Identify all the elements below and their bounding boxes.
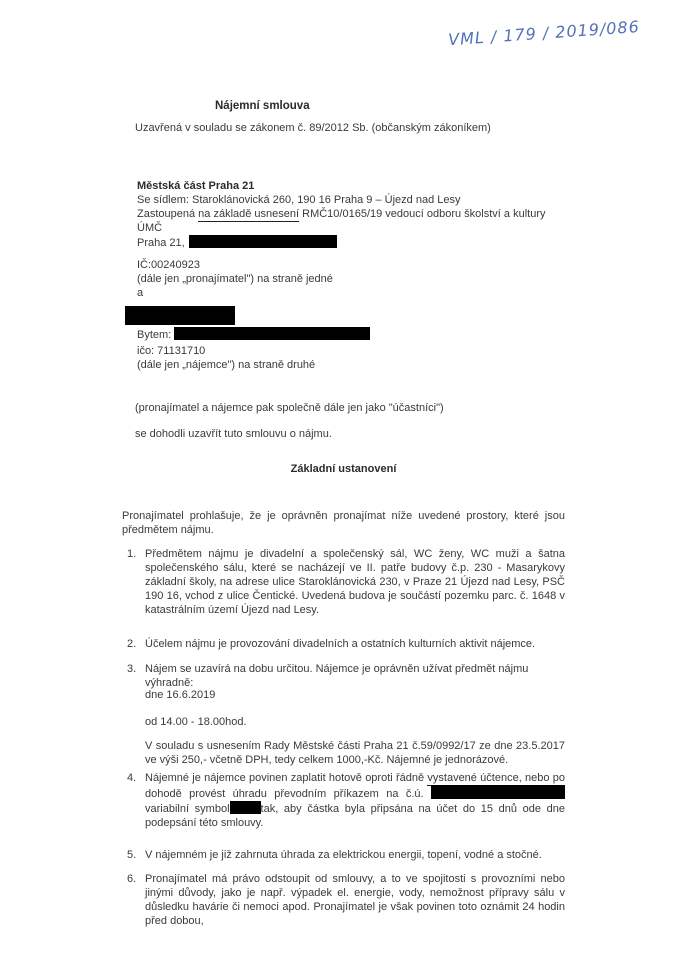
contract-title: Nájemní smlouva [215, 100, 310, 112]
parties-line: (pronajímatel a nájemce pak společně dále jen jako "účastníci") [135, 402, 444, 414]
landlord-represented-line2 [137, 235, 569, 250]
clause-3-price: V souladu s usnesením Rady Městské části Praha 21 č.59/0992/17 ze dne 23.5.2017 ve výši 250,- včetně DPH, tedy celkem 1000,-Kč. Nájemné je jednorázové. [145, 740, 565, 766]
clause-4-seg3: dohodě provést úhradu převodním příkazem na č.ú. [145, 788, 431, 800]
clause-1-text: Předmětem nájmu je divadelní a společenský sál, WC ženy, WC muži a šatna společenského sálu, které se nacházejí ve II. patře budovy č.p. 230 - Masarykovy základní školy, na adrese ulice Staroklánovická 230, v Praze 21 Újezd nad Lesy, PSČ 190 16, vchod z ulice Čentické. Uvedená budova je součástí pozemku parc. č. 1648 v katastrálním území Újezd nad Lesy. [145, 548, 565, 616]
clause-2 [122, 637, 565, 651]
contract-subtitle: Uzavřená v souladu se zákonem č. 89/2012 Sb. (občanským zákoníkem) [135, 122, 491, 134]
represented-seg3: RMČ10/0165/19 vedoucí odboru školství a kultury ÚMČ [137, 208, 546, 234]
represented-seg1: Zastoupená [137, 208, 199, 220]
clause-6 [122, 872, 565, 928]
conjunction-a: a [137, 287, 144, 299]
tenant-block [137, 327, 569, 372]
section-heading: Základní ustanovení [290, 463, 397, 475]
redaction-bar-variable-symbol [230, 801, 261, 814]
clause-1 [122, 547, 565, 617]
landlord-ic: IČ:00240923 [137, 259, 200, 271]
bytem-label: Bytem: [137, 329, 172, 341]
clause-4-seg2-underlined: vystavené účtence, nebo po [427, 772, 566, 784]
landlord-represented-line [137, 207, 569, 235]
clause-4-seg5: tak, aby částka byla připsána na účet do 15 dnů ode dne podepsání této smlouvy. [145, 803, 565, 829]
clause-3 [122, 662, 565, 690]
clause-6-text: Pronajímatel má právo odstoupit od smlouvy, a to ve spojitosti s provozními nebo jinými důvody, jako je např. výpadek el. energie, vody, nemožnost přípravy sálu v důsledku havárie či nemoci apod. Pronajímatel je však povinen toto oznámit 24 hodin před dobou, [145, 873, 565, 927]
clause-3-text: Nájem se uzavírá na dobu určitou. Nájemce je oprávněn užívat předmět nájmu výhradně: [145, 663, 529, 689]
tenant-bytem-line [137, 327, 569, 342]
clause-5-number: 5. [127, 849, 137, 861]
redaction-bar-account-number [431, 785, 565, 799]
clause-6-number: 6. [127, 873, 137, 885]
represented-seg2-underlined: na základě usnesení [198, 208, 300, 220]
tenant-alias: (dále jen „nájemce") na straně druhé [137, 359, 316, 371]
agreement-line: se dohodli uzavřít tuto smlouvu o nájmu. [135, 428, 332, 440]
landlord-name: Městská část Praha 21 [137, 180, 255, 192]
tenant-ico: ičo: 71131710 [137, 345, 206, 357]
clause-4-number: 4. [127, 772, 137, 784]
intro-paragraph: Pronajímatel prohlašuje, že je oprávněn pronajímat níže uvedené prostory, které jsou předmětem nájmu. [122, 510, 565, 536]
clause-3-date: dne 16.6.2019 [145, 689, 216, 701]
landlord-address: Se sídlem: Staroklánovická 260, 190 16 Praha 9 – Újezd nad Lesy [137, 194, 461, 206]
redaction-bar-tenant-address [174, 327, 370, 340]
clause-4 [122, 771, 565, 830]
clause-5 [122, 848, 565, 862]
clause-4-seg4: variabilní symbol [145, 803, 230, 815]
represented-prefix: Praha 21, [137, 237, 185, 249]
clause-5-text: V nájemném je již zahrnuta úhrada za elektrickou energii, topení, vodné a stočné. [145, 849, 542, 861]
landlord-alias: (dále jen „pronajímatel") na straně jedné [137, 273, 333, 285]
clause-3-number: 3. [127, 663, 137, 675]
clause-2-text: Účelem nájmu je provozování divadelních a ostatních kulturních aktivit nájemce. [145, 638, 536, 650]
redaction-bar-tenant-name [125, 306, 235, 325]
redaction-bar-representative-name [189, 235, 337, 248]
clause-4-seg1: Nájemné je nájemce povinen zaplatit hotově oproti řádně [145, 772, 428, 784]
clause-3-time: od 14.00 - 18.00hod. [145, 716, 247, 728]
clause-1-number: 1. [127, 548, 137, 560]
landlord-block [137, 179, 569, 286]
handwritten-reference-number: VML / 179 / 2019/086 [447, 16, 641, 50]
clause-2-number: 2. [127, 638, 137, 650]
clause-4-text [145, 771, 565, 830]
